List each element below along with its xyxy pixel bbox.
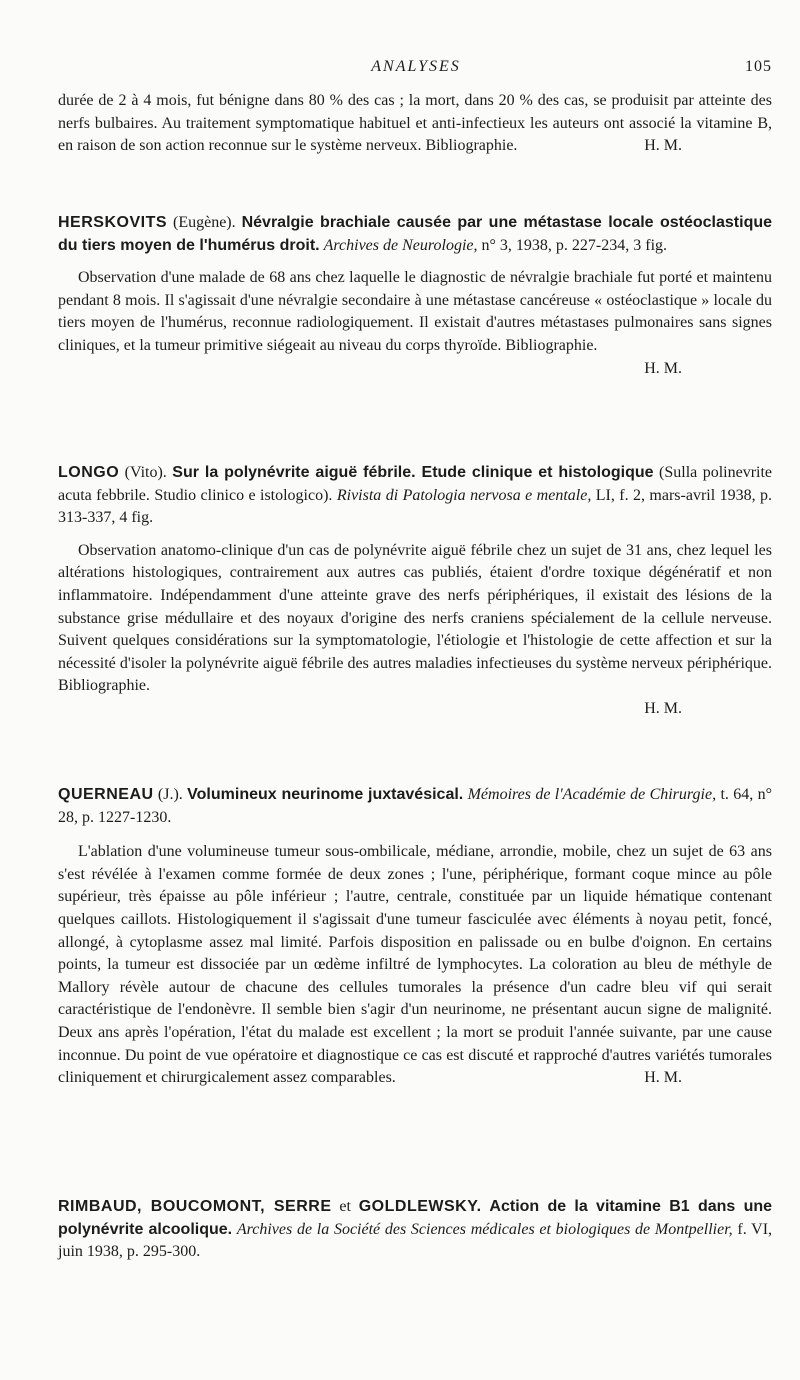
article-title: Volumineux neurinome juxtavésical. [187,786,464,803]
intro-signature: H. M. [644,137,682,155]
intro-continuation [58,90,772,158]
article-longo [58,462,772,721]
article-heading [58,784,772,829]
article-heading [58,1196,772,1264]
page-number: 105 [745,58,772,75]
article-title: Action de la vitamine B1 dans une polynévrite alcoolique. [58,1198,773,1238]
article-author: RIMBAUD, BOUCOMONT, SERRE [58,1198,332,1215]
article-author-last: GOLDLEWSKY. [358,1198,482,1215]
article-body: Observation d'une malade de 68 ans chez laquelle le diagnostic de névralgie brachiale fut porté et maintenu pendant 8 mois. Il s'agissait d'une névralgie secondaire à une métastase cancéreuse « ostéoclastique » locale du tiers moyen de l'humérus, reconnue radiologiquement. Il existait d'autres métastases pulmonaires sans signes cliniques, et la tumeur primitive siégeait au niveau du corps thyroïde. Bibliographie. [58,269,772,354]
running-head [60,58,772,82]
article-subtitle: (Sulla polinevrite acuta febbrile. Studio clinico e istologico). [58,464,773,504]
article-signature: H. M. [644,699,682,717]
article-title: Névralgie brachiale causée par une métastase locale ostéoclastique du tiers moyen de l'humérus droit. [58,214,773,254]
article-author: LONGO [58,464,120,481]
article-journal: Archives de la Société des Sciences médicales et biologiques de Montpellier, [236,1220,733,1238]
article-body: Observation anatomo-clinique d'un cas de polynévrite aiguë fébrile chez un sujet de 31 ans, chez lequel les altérations histologiques, contrairement aux autres cas publiés, étaient d'ordre toxique dégénératif et non inflammatoire. Indépendamment d'une atteinte grave des nerfs périphériques, il existait des lésions de la substance grise médullaire et des noyaux d'origine des nerfs craniens spécialement de la cellule nerveuse. Suivent quelques considérations sur la symptomatologie, l'étiologie et l'histologie de cette affection et sur la nécessité d'isoler la polynévrite aiguë fébrile des autres maladies infectieuses du système nerveux périphérique. Bibliographie. [58,541,772,695]
article-author-join: et [339,1198,351,1215]
article-reference: t. 64, n° 28, p. 1227-1230. [58,786,773,826]
article-author: QUERNEAU [58,786,154,803]
article-reference: LI, f. 2, mars-avril 1938, p. 313-337, 4 fig. [58,486,772,527]
article-author-given: (Eugène). [172,214,236,231]
article-journal: Rivista di Patologia nervosa e mentale, [336,486,592,504]
article-reference: f. VI, juin 1938, p. 295-300. [58,1220,773,1261]
article-heading [58,462,772,530]
article-rimbaud [58,1196,772,1264]
article-signature: H. M. [644,359,682,377]
article-heading [58,212,772,257]
article-author-given: (Vito). [124,464,167,481]
article-author-given: (J.). [157,786,183,803]
article-author: HERSKOVITS [58,214,168,231]
article-journal: Mémoires de l'Académie de Chirurgie, [467,786,717,803]
article-body: L'ablation d'une volumineuse tumeur sous-ombilicale, médiane, arrondie, mobile, chez un sujet de 63 ans s'est révélée à l'examen comme formée de deux zones ; l'une, périphérique, formant coque mince au pôle supérieur, très épaisse au pôle inférieur ; l'autre, centrale, constituée par un liquide hématique contenant quelques caillots. Histologiquement il s'agissait d'une tumeur fasciculée avec éléments à noyau petit, foncé, allongé, à cytoplasme assez mal limité. Parfois disposition en palissade ou en bulbe d'oignon. En certains points, la tumeur est dissociée par un œdème infiltré de lymphocytes. La coloration au bleu de méthyle de Mallory révèle autour de chacune des cellules tumorales la présence d'un cadre bleu vif qui serait caractéristique de l'endonèvre. Il semble bien s'agir d'un neurinome, ne présentant aucun signe de malignité. Deux ans après l'opération, l'état du malade est excellent ; la mort se produit l'année suivante, par une cause inconnue. Du point de vue opératoire et diagnostique ce cas est discuté et rapproché d'autres variétés tumorales cliniquement et chirurgicalement assez comparables. [58,843,772,1087]
article-reference: n° 3, 1938, p. 227-234, 3 fig. [481,236,668,254]
running-title: ANALYSES [371,58,461,75]
article-journal: Archives de Neurologie, [323,236,478,254]
article-herskovits [58,212,772,380]
intro-text: durée de 2 à 4 mois, fut bénigne dans 80 % des cas ; la mort, dans 20 % des cas, se produisit par atteinte des nerfs bulbaires. Au traitement symptomatique habituel et anti-infectieux les auteurs ont associé la vitamine B, en raison de son action reconnue sur le système nerveux. Bibliographie. [58,92,772,155]
article-title: Sur la polynévrite aiguë fébrile. Etude clinique et histologique [172,464,654,481]
article-signature: H. M. [644,1069,682,1087]
article-querneau [58,784,772,1090]
